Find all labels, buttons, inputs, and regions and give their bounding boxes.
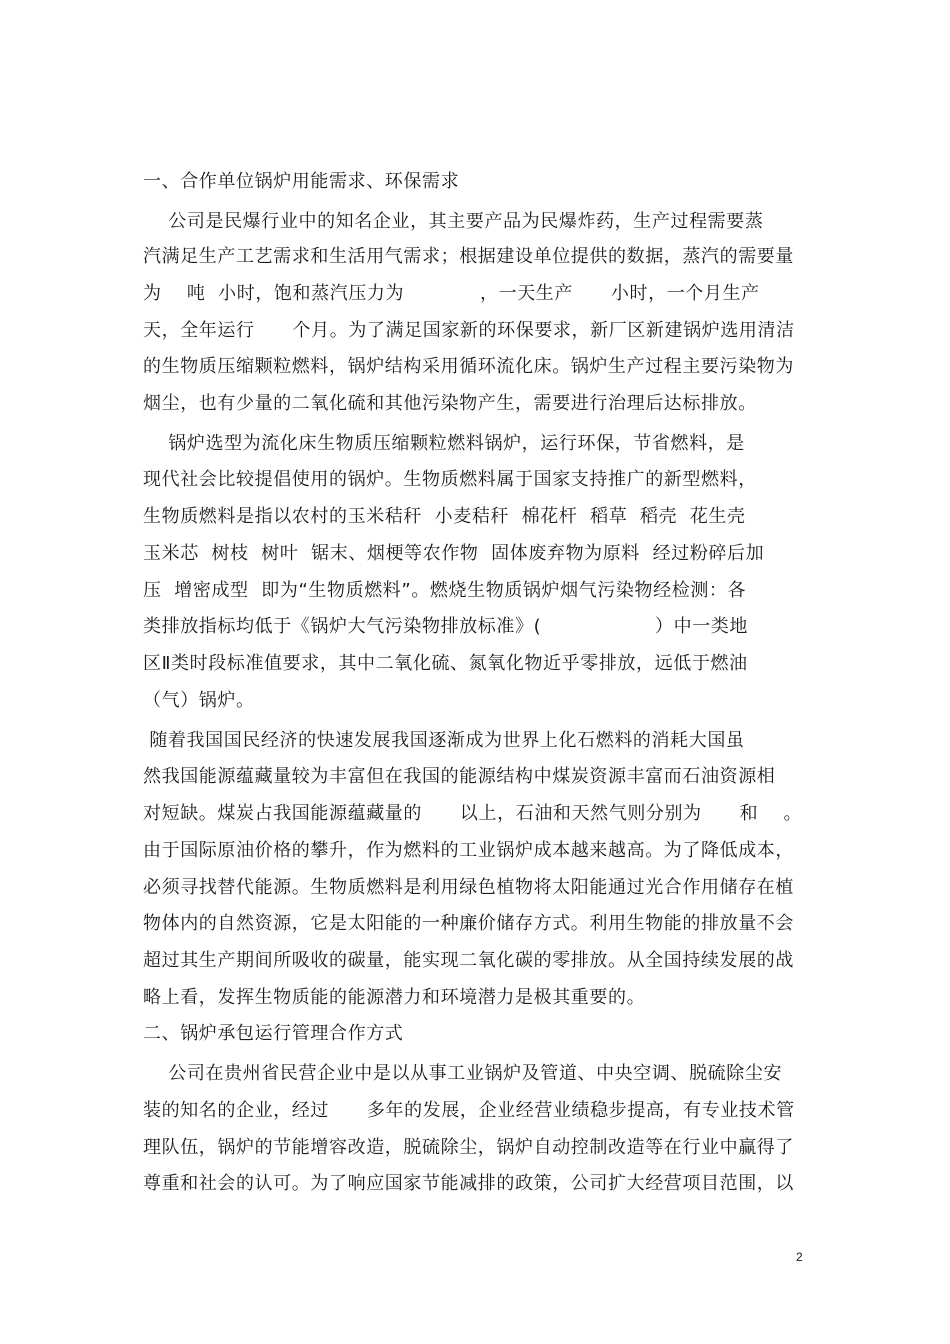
paragraph-line: 天，全年运行 个月。为了满足国家新的环保要求，新厂区新建锅炉选用清洁: [143, 320, 795, 341]
paragraph-line: 由于国际原油价格的攀升，作为燃料的工业锅炉成本越来越高。为了降低成本，: [143, 840, 794, 861]
paragraph-line: 类排放指标均低于《锅炉大气污染物排放标准》( ）中一类地: [143, 616, 749, 637]
paragraph-line: （气）锅炉。: [143, 690, 255, 711]
paragraph-line: 公司在贵州省民营企业中是以从事工业锅炉及管道、中央空调、脱硫除尘安: [143, 1063, 783, 1084]
paragraph-line: 物体内的自然资源，它是太阳能的一种廉价储存方式。利用生物能的排放量不会: [143, 913, 794, 934]
paragraph-line: 烟尘，也有少量的二氧化硫和其他污染物产生，需要进行治理后达标排放。: [143, 393, 757, 414]
paragraph-line: 为 吨 小时，饱和蒸汽压力为 ，一天生产 小时，一个月生产: [143, 283, 760, 304]
paragraph-line: 随着我国国民经济的快速发展我国逐渐成为世界上化石燃料的消耗大国虽: [143, 730, 745, 751]
paragraph-line: 汽满足生产工艺需求和生活用气需求；根据建设单位提供的数据，蒸汽的需要量: [143, 246, 794, 267]
paragraph-line: 超过其生产期间所吸收的碳量，能实现二氧化碳的零排放。从全国持续发展的战: [143, 950, 794, 971]
paragraph-line: 玉米芯 树枝 树叶 锯末、烟梗等农作物 固体废弃物为原料 经过粉碎后加: [143, 543, 765, 564]
paragraph-line: 理队伍，锅炉的节能增容改造，脱硫除尘，锅炉自动控制改造等在行业中赢得了: [143, 1137, 794, 1158]
paragraph-line: 的生物质压缩颗粒燃料，锅炉结构采用循环流化床。锅炉生产过程主要污染物为: [143, 356, 794, 377]
paragraph-line: 然我国能源蕴藏量较为丰富但在我国的能源结构中煤炭资源丰富而石油资源相: [143, 766, 776, 787]
paragraph-line: 区Ⅱ类时段标准值要求，其中二氧化硫、氮氧化物近乎零排放，远低于燃油: [143, 653, 748, 674]
paragraph-line: 必须寻找替代能源。生物质燃料是利用绿色植物将太阳能通过光合作用储存在植: [143, 877, 794, 898]
section-heading-2: 二、锅炉承包运行管理合作方式: [143, 1023, 404, 1044]
paragraph-line: 公司是民爆行业中的知名企业，其主要产品为民爆炸药，生产过程需要蒸: [143, 211, 764, 232]
paragraph-line: 压 增密成型 即为“生物质燃料”。燃烧生物质锅炉烟气污染物经检测：各: [143, 580, 747, 601]
paragraph-line: 现代社会比较提倡使用的锅炉。生物质燃料属于国家支持推广的新型燃料，: [143, 469, 757, 490]
page-number: 2: [796, 1250, 803, 1264]
paragraph-line: 生物质燃料是指以农村的玉米秸秆 小麦秸秆 棉花杆 稻草 稻壳 花生壳: [143, 506, 746, 527]
paragraph-line: 略上看，发挥生物质能的能源潜力和环境潜力是极其重要的。: [143, 987, 646, 1008]
section-heading-1: 一、合作单位锅炉用能需求、环保需求: [143, 171, 460, 192]
paragraph-line: 对短缺。煤炭占我国能源蕴藏量的 以上，石油和天然气则分别为 和 。: [143, 803, 803, 824]
paragraph-line: 尊重和社会的认可。为了响应国家节能减排的政策，公司扩大经营项目范围，以: [143, 1173, 794, 1194]
paragraph-line: 锅炉选型为流化床生物质压缩颗粒燃料锅炉，运行环保，节省燃料，是: [143, 433, 745, 454]
paragraph-line: 装的知名的企业，经过 多年的发展，企业经营业绩稳步提高，有专业技术管: [143, 1100, 795, 1121]
